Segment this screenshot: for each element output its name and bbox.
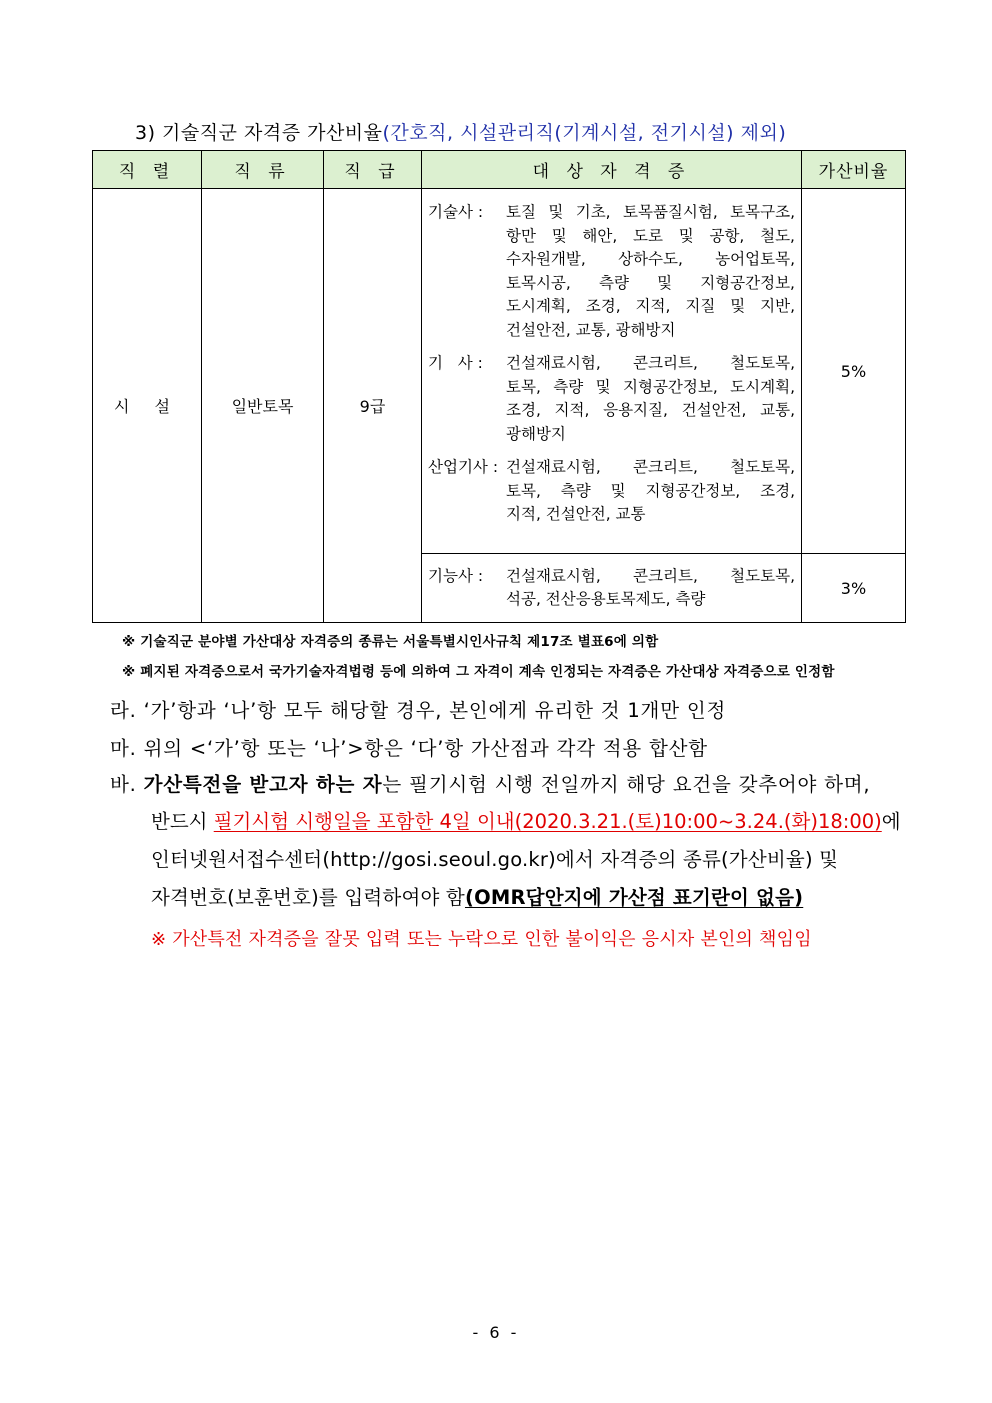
header-jikgeup: 직 급	[324, 151, 422, 189]
certificate-bonus-table	[92, 150, 906, 623]
paragraph-ba-bold: 가산특전을 받고자 하는 자	[143, 773, 383, 796]
page-number: - 6 -	[472, 1323, 520, 1342]
list-item: 건설재료시험, 콘크리트, 철도토목,	[506, 458, 795, 476]
list-item: 지적, 건설안전, 교통	[506, 505, 646, 523]
table-row	[93, 189, 906, 554]
cell-jikryu: 일반토목	[202, 189, 324, 623]
list-item: 건설안전, 교통, 광해방지	[506, 320, 676, 339]
list-item: 수자원개발, 상하수도, 농어업토목,	[506, 250, 795, 268]
list-item: 토목, 측량 및 지형공간정보, 조경,	[506, 481, 795, 500]
paragraph-ba-line2: 반드시 필기시험 시행일을 포함한 4일 이내(2020.3.21.(토)10:00~3.24.(화)18:00)에	[151, 810, 901, 833]
paragraph-ma: 마. 위의 <‘가’항 또는 ‘나’>항은 ‘다’항 가산점과 각각 적용 합산함	[110, 737, 708, 760]
section-title-exclusion: (간호직, 시설관리직(기계시설, 전기시설) 제외)	[382, 122, 787, 144]
header-rate: 가산비율	[802, 151, 906, 189]
cell-rate-craft: 3%	[802, 554, 906, 623]
cell-certificates-main	[422, 189, 802, 554]
cell-jikgeup: 9급	[324, 189, 422, 623]
note-abolished-certificates: ※ 폐지된 자격증으로서 국가기술자격법령 등에 의하여 그 자격이 계속 인정되는 자격증은 가산대상 자격증으로 인정함	[122, 664, 835, 680]
section-title-main: 3) 기술직군 자격증 가산비율	[135, 122, 383, 144]
cell-rate-main: 5%	[802, 189, 906, 554]
cell-jikryeol: 시 설	[93, 189, 202, 623]
list-item: 토목시공, 측량 및 지형공간정보,	[506, 273, 795, 292]
table-header-row	[93, 151, 906, 189]
section-title	[135, 118, 786, 145]
paragraph-ra: 라. ‘가’항과 ‘나’항 모두 해당할 경우, 본인에게 유리한 것 1개만 인정	[110, 699, 727, 722]
cert-group-sanupgisa: 산업기사 : 건설재료시험, 콘크리트, 철도토목, 토목, 측량 및 지형공간정보, 조경, 지적, 건설안전, 교통	[422, 456, 801, 527]
paragraph-ba-line3: 인터넷원서접수센터(http://gosi.seoul.go.kr)에서 자격증의 종류(가산비율) 및	[151, 848, 839, 871]
list-item: 도시계획, 조경, 지적, 지질 및 지반,	[506, 297, 795, 315]
cert-group-gisulsa: 기술사 : 토질 및 기초, 토목품질시험, 토목구조, 항만 및 해안, 도로 및 공항, 철도, 수자원개발, 상하수도, 농어업토목, 토목시공, 측량 및 지형공간정보, 도시계획, 조경, 지적, 지질 및 지반, 건설안전, 교통, 광해방지	[422, 201, 801, 342]
list-item: 광해방지	[506, 424, 566, 443]
list-item: 항만 및 해안, 도로 및 공항, 철도,	[506, 226, 795, 245]
list-item: 건설재료시험, 콘크리트, 철도토목,	[506, 566, 795, 585]
list-item: 석공, 전산응용토목제도, 측량	[506, 590, 706, 608]
list-item: 조경, 지적, 응용지질, 건설안전, 교통,	[506, 401, 795, 419]
cert-group-gisa: 기 사 : 건설재료시험, 콘크리트, 철도토목, 토목, 측량 및 지형공간정보, 도시계획, 조경, 지적, 응용지질, 건설안전, 교통, 광해방지	[422, 352, 801, 446]
warning-note: ※ 가산특전 자격증을 잘못 입력 또는 누락으로 인한 불이익은 응시자 본인의 책임임	[151, 929, 812, 950]
deadline-highlight: 필기시험 시행일을 포함한 4일 이내(2020.3.21.(토)10:00~3.24.(화)18:00)	[213, 810, 882, 833]
header-jikryu: 직 류	[202, 151, 324, 189]
cell-certificates-craft	[422, 554, 802, 623]
list-item: 토목, 측량 및 지형공간정보, 도시계획,	[506, 377, 795, 396]
cert-group-gineungsa: 기능사 : 건설재료시험, 콘크리트, 철도토목, 석공, 전산응용토목제도, 측량	[422, 565, 801, 612]
paragraph-ba-line1: 바. 가산특전을 받고자 하는 자는 필기시험 시행 전일까지 해당 요건을 갖추어야 하며,	[110, 773, 871, 796]
note-legal-basis: ※ 기술직군 분야별 가산대상 자격증의 종류는 서울특별시인사규칙 제17조 별표6에 의함	[122, 634, 659, 650]
header-certificates: 대 상 자 격 증	[422, 151, 802, 189]
list-item: 토질 및 기초, 토목품질시험, 토목구조,	[506, 203, 795, 221]
omr-notice: (OMR답안지에 가산점 표기란이 없음)	[464, 886, 804, 909]
paragraph-ba-line4: 자격번호(보훈번호)를 입력하여야 함(OMR답안지에 가산점 표기란이 없음)	[151, 886, 804, 909]
header-jikryeol: 직 렬	[93, 151, 202, 189]
list-item: 건설재료시험, 콘크리트, 철도토목,	[506, 354, 795, 372]
